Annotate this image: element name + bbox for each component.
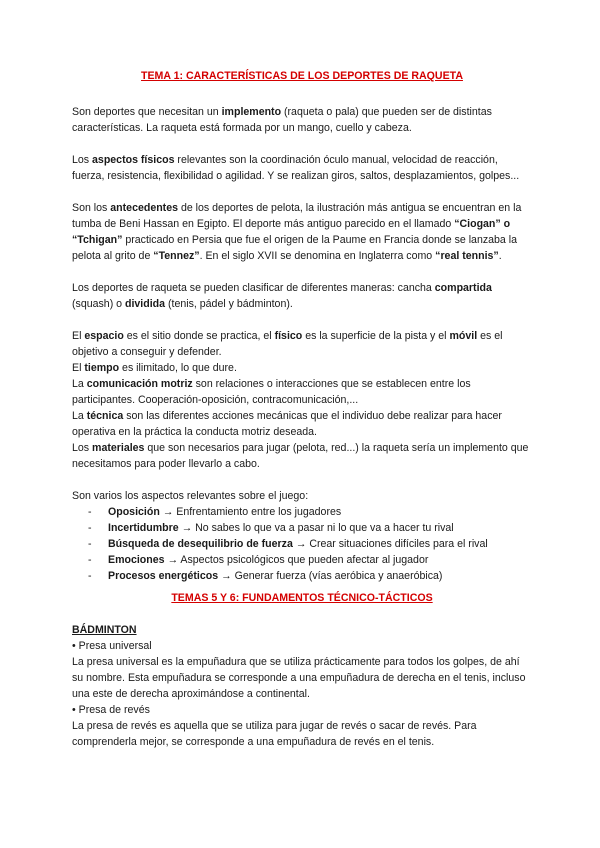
paragraph-antecedentes: Son los antecedentes de los deportes de pelota, la ilustración más antigua se encuentran en la tumba de Beni Hassan en Egipto. El deporte más antiguo parecido en el llamado “Ciogan” o “Tchigan” practicado en Persia que fue el origen de la Paume en Francia donde se lanzaba la pelota al grito de “Tennez”. En el siglo XVII se denomina en Inglaterra como “real tennis”. (72, 202, 522, 262)
paragraph-aspectos-fisicos: Los aspectos físicos relevantes son la coordinación óculo manual, velocidad de reacción, fuerza, resistencia, flexibilidad o agilidad. Y se realizan giros, saltos, desplazamientos, golpes... (72, 154, 520, 182)
list-item: - Incertidumbre → No sabes lo que va a pasar ni lo que va a hacer tu rival (88, 520, 532, 536)
list-item: - Oposición → Enfrentamiento entre los jugadores (88, 504, 532, 520)
paragraph-tiempo: El tiempo es ilimitado, lo que dure. (72, 362, 237, 374)
paragraph-aspectos-juego: Son varios los aspectos relevantes sobre el juego: (72, 490, 309, 502)
paragraph-presa-reves: La presa de revés es aquella que se utiliza para jugar de revés o sacar de revés. Para comprenderla mejor, se corresponde a una empuñadura de revés en el tenis. (72, 720, 477, 748)
bullet-presa-reves: • Presa de revés (72, 704, 150, 716)
paragraph-presa-universal: La presa universal es la empuñadura que se utiliza prácticamente para todos los golpes, de ahí su nombre. Esta empuñadura se corresponde a una empuñadura de derecha en el tenis, incluso una este de derecha aproximándose a continental. (72, 656, 526, 700)
paragraph-implemento: Son deportes que necesitan un implemento (raqueta o pala) que pueden ser de distintas características. La raqueta está formada por un mango, cuello y cabeza. (72, 106, 492, 134)
section-title-2: TEMAS 5 Y 6: FUNDAMENTOS TÉCNICO-TÁCTICOS (171, 592, 433, 604)
document-page (72, 68, 532, 750)
paragraph-tecnica: La técnica son las diferentes acciones mecánicas que el individuo debe realizar para hacer operativa en la práctica la conducta motriz deseada. (72, 410, 502, 438)
section-title-1: TEMA 1: CARACTERÍSTICAS DE LOS DEPORTES DE RAQUETA (141, 70, 463, 82)
paragraph-clasificacion: Los deportes de raqueta se pueden clasificar de diferentes maneras: cancha compartida (squash) o dividida (tenis, pádel y bádminton). (72, 282, 492, 310)
paragraph-comunicacion: La comunicación motriz son relaciones o interacciones que se establecen entre los participantes. Cooperación-oposición, contracomunicación,... (72, 378, 471, 406)
list-item: - Búsqueda de desequilibrio de fuerza → Crear situaciones difíciles para el rival (88, 536, 532, 552)
subheading-badminton: BÁDMINTON (72, 624, 137, 636)
aspectos-list (72, 504, 532, 584)
list-item: - Emociones → Aspectos psicológicos que pueden afectar al jugador (88, 552, 532, 568)
paragraph-espacio: El espacio es el sitio donde se practica, el físico es la superficie de la pista y el móvil es el objetivo a conseguir y defender. (72, 330, 503, 358)
bullet-presa-universal: • Presa universal (72, 640, 152, 652)
list-item: - Procesos energéticos → Generar fuerza (vías aeróbica y anaeróbica) (88, 568, 532, 584)
paragraph-materiales: Los materiales que son necesarios para jugar (pelota, red...) la raqueta sería un implemento que necesitamos para poder llevarlo a cabo. (72, 442, 529, 470)
